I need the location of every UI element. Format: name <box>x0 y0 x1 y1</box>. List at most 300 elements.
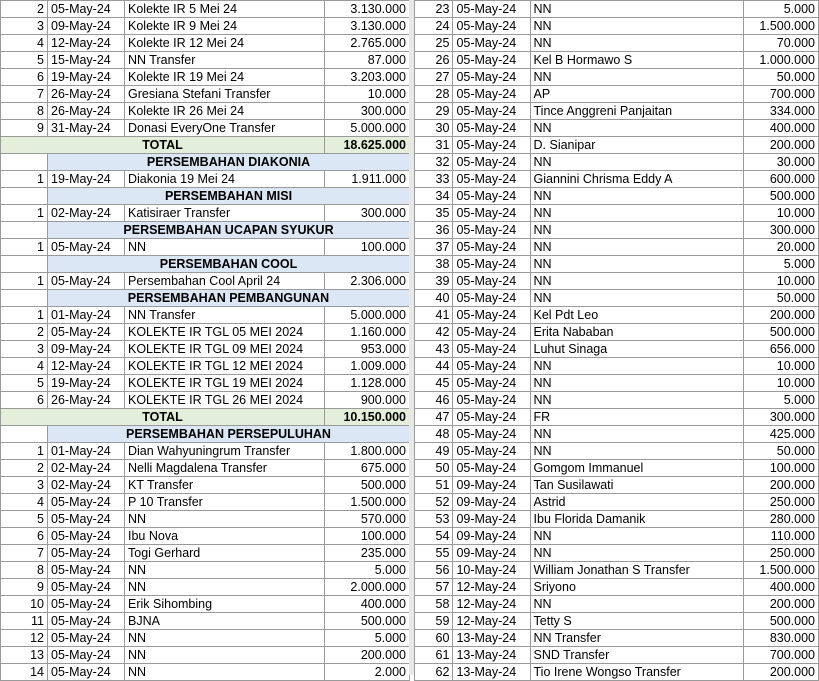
row-description: NN <box>530 528 744 545</box>
table-row <box>1 596 410 613</box>
row-amount: 70.000 <box>744 35 819 52</box>
row-description: Tan Susilawati <box>530 477 744 494</box>
row-amount: 200.000 <box>744 596 819 613</box>
row-number: 53 <box>415 511 453 528</box>
row-amount: 5.000 <box>325 562 410 579</box>
total-label: TOTAL <box>1 137 325 154</box>
row-amount: 1.800.000 <box>325 443 410 460</box>
table-row <box>415 443 819 460</box>
row-description: Tio Irene Wongso Transfer <box>530 664 744 681</box>
row-description: NN <box>125 664 325 681</box>
row-date: 05-May-24 <box>453 52 530 69</box>
row-date: 05-May-24 <box>453 188 530 205</box>
table-row <box>1 358 410 375</box>
row-date: 05-May-24 <box>48 545 125 562</box>
row-description: Kolekte IR 12 Mei 24 <box>125 35 325 52</box>
row-date: 05-May-24 <box>48 630 125 647</box>
row-number: 4 <box>1 494 48 511</box>
section-title: PERSEMBAHAN PEMBANGUNAN <box>48 290 410 307</box>
row-date: 05-May-24 <box>48 494 125 511</box>
table-row <box>415 630 819 647</box>
row-number: 14 <box>1 664 48 681</box>
table-row <box>1 307 410 324</box>
row-number: 1 <box>1 171 48 188</box>
row-description: NN <box>530 120 744 137</box>
row-number: 23 <box>415 1 453 18</box>
row-number: 54 <box>415 528 453 545</box>
section-title: PERSEMBAHAN UCAPAN SYUKUR <box>48 222 410 239</box>
row-amount: 400.000 <box>744 579 819 596</box>
row-date: 05-May-24 <box>48 528 125 545</box>
row-number: 6 <box>1 528 48 545</box>
total-amount: 18.625.000 <box>325 137 410 154</box>
row-description: KOLEKTE IR TGL 26 MEI 2024 <box>125 392 325 409</box>
table-row <box>1 273 410 290</box>
table-row <box>1 613 410 630</box>
table-row <box>1 324 410 341</box>
row-number: 37 <box>415 239 453 256</box>
row-date: 09-May-24 <box>453 545 530 562</box>
table-row <box>415 358 819 375</box>
row-description: NN <box>530 273 744 290</box>
row-description: NN <box>530 188 744 205</box>
table-row <box>1 494 410 511</box>
row-date: 26-May-24 <box>48 103 125 120</box>
table-row <box>1 579 410 596</box>
table-row <box>415 1 819 18</box>
row-amount: 10.000 <box>744 375 819 392</box>
row-amount: 425.000 <box>744 426 819 443</box>
row-description: NN <box>530 545 744 562</box>
row-amount: 10.000 <box>744 273 819 290</box>
row-number: 33 <box>415 171 453 188</box>
row-amount: 3.203.000 <box>325 69 410 86</box>
row-number: 46 <box>415 392 453 409</box>
row-amount: 50.000 <box>744 69 819 86</box>
table-row <box>415 494 819 511</box>
row-date: 19-May-24 <box>48 171 125 188</box>
row-description: Diakonia 19 Mei 24 <box>125 171 325 188</box>
row-amount: 2.000.000 <box>325 579 410 596</box>
table-row <box>1 375 410 392</box>
row-description: NN <box>125 239 325 256</box>
row-date: 05-May-24 <box>453 460 530 477</box>
row-date: 05-May-24 <box>453 86 530 103</box>
table-row <box>1 511 410 528</box>
table-row <box>415 460 819 477</box>
table-row <box>415 188 819 205</box>
row-description: NN <box>125 647 325 664</box>
row-amount: 570.000 <box>325 511 410 528</box>
row-amount: 2.765.000 <box>325 35 410 52</box>
row-amount: 250.000 <box>744 545 819 562</box>
row-number: 24 <box>415 18 453 35</box>
row-description: NN <box>530 222 744 239</box>
row-number: 57 <box>415 579 453 596</box>
row-date: 05-May-24 <box>453 154 530 171</box>
row-number: 5 <box>1 511 48 528</box>
row-description: Tince Anggreni Panjaitan <box>530 103 744 120</box>
row-date: 05-May-24 <box>453 239 530 256</box>
section-spacer <box>1 188 48 205</box>
row-amount: 87.000 <box>325 52 410 69</box>
row-description: Luhut Sinaga <box>530 341 744 358</box>
table-row <box>415 562 819 579</box>
row-date: 05-May-24 <box>453 35 530 52</box>
row-number: 13 <box>1 647 48 664</box>
row-description: NN <box>530 205 744 222</box>
row-date: 10-May-24 <box>453 562 530 579</box>
row-date: 05-May-24 <box>453 1 530 18</box>
row-date: 09-May-24 <box>453 528 530 545</box>
row-description: NN <box>530 1 744 18</box>
table-row <box>415 579 819 596</box>
row-description: Persembahan Cool April 24 <box>125 273 325 290</box>
row-number: 4 <box>1 35 48 52</box>
section-title: PERSEMBAHAN PERSEPULUHAN <box>48 426 410 443</box>
row-description: NN <box>530 426 744 443</box>
row-date: 05-May-24 <box>453 392 530 409</box>
right-ledger-table <box>414 0 819 681</box>
row-date: 05-May-24 <box>48 613 125 630</box>
row-amount: 300.000 <box>744 409 819 426</box>
row-date: 12-May-24 <box>453 579 530 596</box>
row-number: 1 <box>1 443 48 460</box>
row-date: 19-May-24 <box>48 69 125 86</box>
row-date: 05-May-24 <box>48 239 125 256</box>
row-number: 47 <box>415 409 453 426</box>
row-description: Erita Nababan <box>530 324 744 341</box>
row-number: 4 <box>1 358 48 375</box>
table-row <box>415 307 819 324</box>
table-row <box>415 239 819 256</box>
row-date: 12-May-24 <box>48 35 125 52</box>
row-number: 8 <box>1 103 48 120</box>
row-description: Donasi EveryOne Transfer <box>125 120 325 137</box>
row-date: 05-May-24 <box>453 222 530 239</box>
table-row <box>1 18 410 35</box>
table-row <box>415 290 819 307</box>
total-label: TOTAL <box>1 409 325 426</box>
row-description: Kolekte IR 19 Mei 24 <box>125 69 325 86</box>
table-row <box>415 18 819 35</box>
row-description: FR <box>530 409 744 426</box>
table-row <box>1 392 410 409</box>
row-description: NN <box>530 256 744 273</box>
row-amount: 500.000 <box>325 613 410 630</box>
table-row <box>415 154 819 171</box>
row-amount: 1.500.000 <box>744 18 819 35</box>
row-number: 41 <box>415 307 453 324</box>
total-amount: 10.150.000 <box>325 409 410 426</box>
row-description: Erik Sihombing <box>125 596 325 613</box>
section-header <box>1 290 410 307</box>
row-amount: 30.000 <box>744 154 819 171</box>
row-date: 05-May-24 <box>453 290 530 307</box>
row-description: Kel Pdt Leo <box>530 307 744 324</box>
row-number: 43 <box>415 341 453 358</box>
table-row <box>1 1 410 18</box>
row-amount: 100.000 <box>744 460 819 477</box>
row-description: Togi Gerhard <box>125 545 325 562</box>
row-date: 02-May-24 <box>48 477 125 494</box>
row-date: 05-May-24 <box>48 511 125 528</box>
table-row <box>415 69 819 86</box>
row-description: NN <box>530 18 744 35</box>
row-amount: 656.000 <box>744 341 819 358</box>
row-number: 59 <box>415 613 453 630</box>
section-header <box>1 154 410 171</box>
row-date: 12-May-24 <box>453 613 530 630</box>
row-date: 05-May-24 <box>48 1 125 18</box>
row-amount: 1.500.000 <box>744 562 819 579</box>
row-description: NN <box>530 35 744 52</box>
row-number: 56 <box>415 562 453 579</box>
row-number: 34 <box>415 188 453 205</box>
row-date: 05-May-24 <box>453 18 530 35</box>
row-description: KOLEKTE IR TGL 19 MEI 2024 <box>125 375 325 392</box>
row-date: 01-May-24 <box>48 443 125 460</box>
row-amount: 500.000 <box>325 477 410 494</box>
row-amount: 200.000 <box>744 664 819 681</box>
row-description: KT Transfer <box>125 477 325 494</box>
row-number: 49 <box>415 443 453 460</box>
row-amount: 5.000.000 <box>325 120 410 137</box>
row-amount: 300.000 <box>325 103 410 120</box>
table-row <box>415 647 819 664</box>
table-row <box>1 69 410 86</box>
row-description: NN <box>125 579 325 596</box>
table-row <box>1 205 410 222</box>
row-description: NN <box>530 375 744 392</box>
row-date: 05-May-24 <box>453 171 530 188</box>
table-row <box>415 205 819 222</box>
row-date: 05-May-24 <box>48 324 125 341</box>
row-date: 05-May-24 <box>453 273 530 290</box>
row-description: NN <box>530 239 744 256</box>
table-row <box>415 511 819 528</box>
row-description: NN <box>125 630 325 647</box>
row-amount: 20.000 <box>744 239 819 256</box>
row-description: NN <box>530 358 744 375</box>
row-amount: 500.000 <box>744 324 819 341</box>
row-amount: 200.000 <box>744 137 819 154</box>
section-spacer <box>1 290 48 307</box>
row-description: KOLEKTE IR TGL 05 MEI 2024 <box>125 324 325 341</box>
row-number: 36 <box>415 222 453 239</box>
row-description: Katisiraer Transfer <box>125 205 325 222</box>
row-amount: 5.000 <box>744 392 819 409</box>
row-date: 02-May-24 <box>48 205 125 222</box>
row-amount: 1.000.000 <box>744 52 819 69</box>
row-amount: 2.306.000 <box>325 273 410 290</box>
row-description: P 10 Transfer <box>125 494 325 511</box>
row-number: 5 <box>1 52 48 69</box>
row-number: 3 <box>1 477 48 494</box>
row-amount: 500.000 <box>744 188 819 205</box>
table-row <box>1 460 410 477</box>
row-description: NN Transfer <box>530 630 744 647</box>
section-spacer <box>1 222 48 239</box>
section-header <box>1 256 410 273</box>
row-number: 8 <box>1 562 48 579</box>
left-ledger-body <box>1 1 410 681</box>
table-row <box>1 103 410 120</box>
row-number: 61 <box>415 647 453 664</box>
row-amount: 5.000 <box>325 630 410 647</box>
row-description: Kolekte IR 9 Mei 24 <box>125 18 325 35</box>
row-description: Sriyono <box>530 579 744 596</box>
row-description: Dian Wahyuningrum Transfer <box>125 443 325 460</box>
row-number: 1 <box>1 239 48 256</box>
row-amount: 300.000 <box>325 205 410 222</box>
row-number: 62 <box>415 664 453 681</box>
table-row <box>415 324 819 341</box>
row-date: 05-May-24 <box>453 426 530 443</box>
table-row <box>415 222 819 239</box>
table-row <box>415 52 819 69</box>
row-number: 45 <box>415 375 453 392</box>
row-number: 9 <box>1 579 48 596</box>
table-row <box>1 52 410 69</box>
table-row <box>1 528 410 545</box>
row-number: 52 <box>415 494 453 511</box>
row-description: Astrid <box>530 494 744 511</box>
table-row <box>1 341 410 358</box>
row-date: 26-May-24 <box>48 86 125 103</box>
table-row <box>415 137 819 154</box>
row-date: 09-May-24 <box>453 494 530 511</box>
table-row <box>415 392 819 409</box>
row-amount: 235.000 <box>325 545 410 562</box>
table-row <box>415 613 819 630</box>
table-row <box>1 120 410 137</box>
table-row <box>415 596 819 613</box>
row-number: 11 <box>1 613 48 630</box>
row-number: 50 <box>415 460 453 477</box>
row-amount: 100.000 <box>325 239 410 256</box>
row-number: 55 <box>415 545 453 562</box>
row-date: 05-May-24 <box>453 256 530 273</box>
row-number: 28 <box>415 86 453 103</box>
table-row <box>415 341 819 358</box>
row-number: 1 <box>1 307 48 324</box>
row-description: Tetty S <box>530 613 744 630</box>
table-row <box>1 664 410 681</box>
row-amount: 10.000 <box>744 205 819 222</box>
row-number: 2 <box>1 1 48 18</box>
row-number: 60 <box>415 630 453 647</box>
row-date: 13-May-24 <box>453 630 530 647</box>
row-number: 58 <box>415 596 453 613</box>
table-row <box>415 120 819 137</box>
row-number: 30 <box>415 120 453 137</box>
row-number: 1 <box>1 273 48 290</box>
row-date: 09-May-24 <box>453 511 530 528</box>
row-date: 05-May-24 <box>453 69 530 86</box>
row-amount: 700.000 <box>744 86 819 103</box>
row-number: 2 <box>1 460 48 477</box>
row-date: 09-May-24 <box>48 341 125 358</box>
row-description: NN <box>530 69 744 86</box>
row-date: 05-May-24 <box>48 596 125 613</box>
table-row <box>1 477 410 494</box>
row-date: 05-May-24 <box>453 120 530 137</box>
row-number: 6 <box>1 392 48 409</box>
row-number: 26 <box>415 52 453 69</box>
section-spacer <box>1 426 48 443</box>
table-row <box>415 375 819 392</box>
row-number: 12 <box>1 630 48 647</box>
row-amount: 250.000 <box>744 494 819 511</box>
row-description: NN <box>530 154 744 171</box>
row-amount: 900.000 <box>325 392 410 409</box>
row-number: 9 <box>1 120 48 137</box>
total-row <box>1 137 410 154</box>
row-amount: 5.000 <box>744 256 819 273</box>
row-date: 05-May-24 <box>453 375 530 392</box>
row-description: SND Transfer <box>530 647 744 664</box>
row-number: 39 <box>415 273 453 290</box>
row-date: 01-May-24 <box>48 307 125 324</box>
row-amount: 200.000 <box>325 647 410 664</box>
row-description: BJNA <box>125 613 325 630</box>
row-number: 2 <box>1 324 48 341</box>
row-description: Ibu Nova <box>125 528 325 545</box>
row-amount: 500.000 <box>744 613 819 630</box>
row-number: 25 <box>415 35 453 52</box>
row-date: 05-May-24 <box>453 324 530 341</box>
row-amount: 400.000 <box>325 596 410 613</box>
table-row <box>1 630 410 647</box>
row-amount: 953.000 <box>325 341 410 358</box>
table-row <box>415 426 819 443</box>
row-date: 05-May-24 <box>48 579 125 596</box>
row-date: 05-May-24 <box>48 664 125 681</box>
row-amount: 10.000 <box>325 86 410 103</box>
row-number: 6 <box>1 69 48 86</box>
row-number: 44 <box>415 358 453 375</box>
section-header <box>1 188 410 205</box>
row-date: 05-May-24 <box>453 443 530 460</box>
section-title: PERSEMBAHAN MISI <box>48 188 410 205</box>
row-description: Gresiana Stefani Transfer <box>125 86 325 103</box>
row-amount: 830.000 <box>744 630 819 647</box>
row-date: 05-May-24 <box>48 273 125 290</box>
section-title: PERSEMBAHAN DIAKONIA <box>48 154 410 171</box>
row-description: AP <box>530 86 744 103</box>
row-amount: 1.500.000 <box>325 494 410 511</box>
table-row <box>415 35 819 52</box>
table-row <box>415 528 819 545</box>
table-row <box>1 239 410 256</box>
row-description: Kolekte IR 5 Mei 24 <box>125 1 325 18</box>
row-amount: 200.000 <box>744 307 819 324</box>
table-row <box>1 545 410 562</box>
row-description: Kel B Hormawo S <box>530 52 744 69</box>
section-spacer <box>1 256 48 273</box>
row-number: 48 <box>415 426 453 443</box>
row-amount: 1.009.000 <box>325 358 410 375</box>
row-amount: 280.000 <box>744 511 819 528</box>
row-description: NN <box>530 443 744 460</box>
row-amount: 600.000 <box>744 171 819 188</box>
row-number: 3 <box>1 341 48 358</box>
row-date: 05-May-24 <box>453 307 530 324</box>
row-date: 15-May-24 <box>48 52 125 69</box>
row-number: 7 <box>1 86 48 103</box>
row-date: 05-May-24 <box>453 358 530 375</box>
